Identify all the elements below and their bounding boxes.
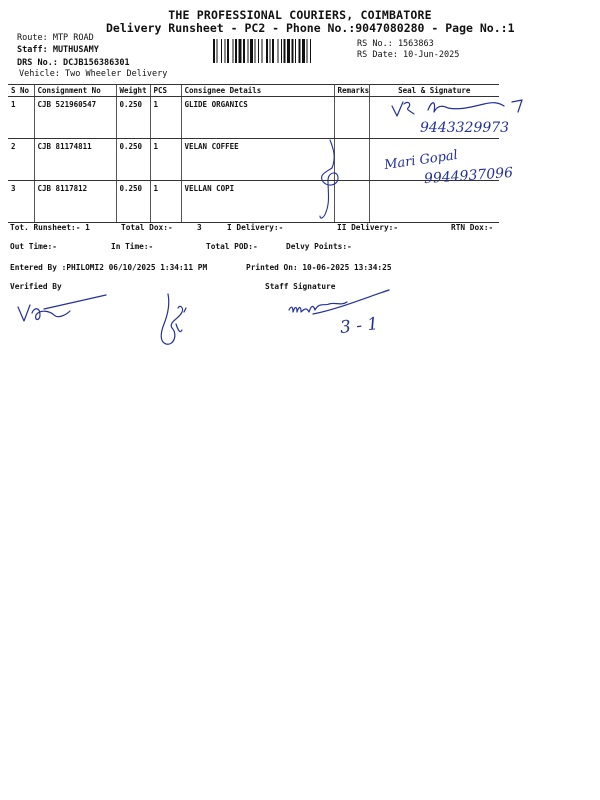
- printed-on: Printed On: 10-06-2025 13:34:25: [246, 263, 392, 272]
- col-consignment: Consignment No: [34, 85, 116, 97]
- row-consignee: VELAN COFFEE: [181, 139, 334, 181]
- row-weight: 0.250: [116, 97, 150, 139]
- table-header-row: [8, 85, 499, 97]
- verified-by-label: Verified By: [10, 282, 62, 291]
- i-delivery: I Delivery:-: [227, 223, 284, 232]
- row-pcs: 1: [150, 97, 181, 139]
- row-seal-signature: [369, 181, 499, 223]
- row1-phone-handwriting: 9443329973: [420, 120, 510, 136]
- tot-runsheet: Tot. Runsheet:- 1: [10, 223, 90, 232]
- route-label: Route: MTP ROAD: [17, 33, 94, 43]
- company-name: THE PROFESSIONAL COURIERS, COIMBATORE: [168, 8, 432, 22]
- runsheet-title: Delivery Runsheet - PC2 - Phone No.:9047080280 - Page No.:1: [106, 21, 515, 35]
- ii-delivery: II Delivery:-: [337, 223, 399, 232]
- drs-number: DRS No.: DCJB156386301: [17, 58, 130, 68]
- col-consignee: Consignee Details: [181, 85, 334, 97]
- row-sno: 1: [8, 97, 34, 139]
- row-consignee: VELLAN COPI: [181, 181, 334, 223]
- staff-label: Staff: MUTHUSAMY: [17, 45, 99, 55]
- vehicle-label: Vehicle: Two Wheeler Delivery: [19, 69, 168, 79]
- col-seal-signature: Seal & Signature: [369, 85, 499, 97]
- rtn-dox: RTN Dox:-: [451, 223, 494, 232]
- verified-by-signature: [14, 293, 110, 327]
- staff-count-note: 3 - 1: [339, 314, 380, 338]
- row2-name-handwriting: Mari Gopal: [383, 147, 459, 174]
- row-pcs: 1: [150, 181, 181, 223]
- row-sno: 2: [8, 139, 34, 181]
- total-dox-value: 3: [197, 223, 202, 232]
- row2-phone-handwriting: 9944937096: [423, 164, 514, 188]
- delvy-points: Delvy Points:-: [286, 242, 352, 251]
- total-dox-label: Total Dox:-: [121, 223, 173, 232]
- approval-signature: [152, 290, 192, 348]
- row-consignment: CJB 81174811: [34, 139, 116, 181]
- col-sno: S No: [8, 85, 34, 97]
- entered-by: Entered By :PHILOMI2 06/10/2025 1:34:11 PM: [10, 263, 208, 272]
- row-weight: 0.250: [116, 139, 150, 181]
- row-sno: 3: [8, 181, 34, 223]
- remarks-scribble: [308, 136, 348, 224]
- rs-date: RS Date: 10-Jun-2025: [357, 50, 460, 60]
- row-pcs: 1: [150, 139, 181, 181]
- in-time: In Time:-: [111, 242, 154, 251]
- row1-signature: [388, 96, 548, 120]
- col-weight: Weight: [116, 85, 150, 97]
- out-time: Out Time:-: [10, 242, 57, 251]
- total-pod: Total POD:-: [206, 242, 258, 251]
- row-consignment: CJB 8117812: [34, 181, 116, 223]
- barcode: [213, 39, 351, 63]
- staff-signature-label: Staff Signature: [265, 282, 336, 291]
- row-consignment: CJB 521960547: [34, 97, 116, 139]
- col-remarks: Remarks: [334, 85, 369, 97]
- row-remarks: [334, 97, 369, 139]
- row-consignee: GLIDE ORGANICS: [181, 97, 334, 139]
- col-pcs: PCS: [150, 85, 181, 97]
- row-weight: 0.250: [116, 181, 150, 223]
- rs-number: RS No.: 1563863: [357, 39, 434, 49]
